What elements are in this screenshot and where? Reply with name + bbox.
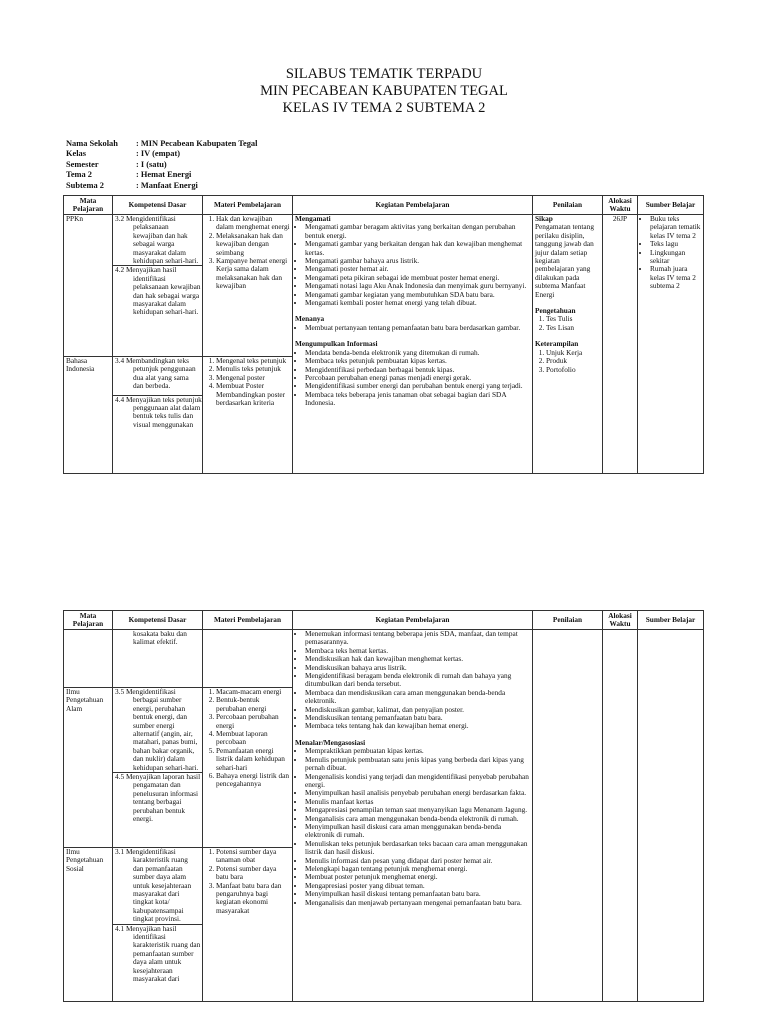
identity-row	[66, 149, 257, 159]
sumber-item: • Lingkungan sekitar	[650, 249, 701, 266]
materi-item: 1. Mengenal teks petunjuk	[216, 357, 290, 365]
materi-item: 3. Mengenal poster	[216, 374, 290, 382]
header-alokasi: Alokasi Waktu	[603, 196, 638, 215]
materi-item: 1. Potensi sumber daya tanaman obat	[216, 848, 290, 865]
materi-ips	[203, 848, 293, 1002]
identity-row	[66, 181, 257, 191]
kd-ipa	[113, 688, 203, 848]
table-header-row	[64, 196, 704, 215]
kegiatan-item: • Mengamati notasi lagu Aku Anak Indonesia dan menyimak guru bernyanyi.	[305, 282, 530, 290]
header-materi: Materi Pembelajaran	[203, 611, 293, 630]
materi-item: 5. Pemanfaatan energi listrik dalam kehidupan sehari-hari	[216, 747, 290, 772]
identity-row	[66, 139, 257, 149]
kegiatan-item: • Mengapresiasi penampilan teman saat menyanyikan lagu Menanam Jagung.	[305, 806, 530, 814]
kegiatan-item: • Mengamati peta pikiran sebagai ide membuat poster hemat energi.	[305, 274, 530, 282]
header-penilaian: Penilaian	[533, 196, 603, 215]
sumber-item: • Buku teks pelajaran tematik kelas IV tema 2	[650, 215, 701, 240]
kegiatan-item: • Mengamati gambar bahaya arus listrik.	[305, 257, 530, 265]
materi-item: 3. Percobaan perubahan energi	[216, 713, 290, 730]
header-penilaian: Penilaian	[533, 611, 603, 630]
identity-value: : Manfaat Energi	[136, 180, 198, 190]
section-title-menalar: Menalar/Mengasosiasi	[295, 737, 366, 747]
kegiatan-item: • Mendata benda-benda elektronik yang ditemukan di rumah.	[305, 349, 530, 357]
kegiatan-item: • Percobaan perubahan energi panas menjadi energi gerak.	[305, 374, 530, 382]
materi-note: Kerja sama dalam melaksanakan hak dan kewajiban	[216, 264, 283, 291]
kegiatan-item: • Mengapresiasi poster yang dibuat teman.	[305, 882, 530, 890]
section-title-mengumpulkan: Mengumpulkan Informasi	[295, 339, 378, 349]
kegiatan-item: • Mengamati poster hemat air.	[305, 265, 530, 273]
kegiatan-item: • Menulis informasi dan pesan yang didapat dari poster hemat air.	[305, 857, 530, 865]
penilaian-item: 2. Produk	[546, 357, 600, 365]
kegiatan-page-1	[293, 215, 533, 474]
kegiatan-item: • Melengkapi bagan tentang petunjuk menghemat energi.	[305, 865, 530, 873]
section-title-mengamati: Mengamati	[295, 214, 331, 223]
sumber-item: • Teks lagu	[650, 240, 701, 248]
kegiatan-item: • Menyimpulkan hasil diskusi tentang pemanfaatan batu bara.	[305, 890, 530, 898]
kegiatan-item: • Mengamati gambar beragam aktivitas yang berkaitan dengan perubahan bentuk energi.	[305, 223, 530, 240]
identity-value: : Hemat Energi	[136, 170, 192, 180]
identity-label: Subtema 2	[66, 180, 104, 190]
header-mapel: Mata Pelajaran	[64, 196, 113, 215]
materi-bahasa-indonesia	[203, 357, 293, 474]
kegiatan-item: • Menulis manfaat kertas	[305, 798, 530, 806]
kd-item: kosakata baku dan kalimat efektif.	[133, 629, 187, 647]
penilaian-item: 1. Unjuk Kerja	[546, 349, 600, 357]
identity-value: : MIN Pecabean Kabupaten Tegal	[136, 139, 258, 148]
materi-item: 6. Bahaya energi listrik dan pencegahannya	[216, 772, 290, 789]
materi-ppkn	[203, 215, 293, 357]
header-kd: Kompetensi Dasar	[113, 196, 203, 215]
materi-item: 4. Membuat Poster Membandingkan poster berdasarkan kriteria	[216, 382, 290, 407]
kegiatan-item: • Membaca teks beberapa jenis tanaman obat sebagai bagian dari SDA Indonesia.	[305, 391, 530, 408]
kegiatan-item: • Membaca teks petunjuk pembuatan kipas kertas.	[305, 357, 530, 365]
penilaian-item: 1. Tes Tulis	[546, 315, 600, 323]
mapel-bahasa-indonesia: Bahasa Indonesia	[64, 357, 113, 474]
kegiatan-item: • Mendiskusikan tentang pemanfaatan batu bara.	[305, 714, 530, 722]
identity-value: : IV (empat)	[136, 149, 181, 159]
table-header-row	[64, 611, 704, 630]
penilaian-pengetahuan-title: Pengetahuan	[535, 306, 576, 316]
kegiatan-item: • Menganalisis dan menjawab pertanyaan mengenai pemanfaatan batu bara.	[305, 899, 530, 907]
materi-item: 1. Macam-macam energi	[216, 688, 290, 696]
table-row-continuation	[64, 630, 704, 688]
kd-item: 4.5 Menyajikan laporan hasil pengamatan dan penelusuran informasi tentang berbagai perubahan bentuk energi.	[115, 772, 201, 824]
header-sumber: Sumber Belajar	[638, 196, 704, 215]
kegiatan-item: • Mendiskusikan gambar, kalimat, dan penyajian poster.	[305, 706, 530, 714]
kegiatan-item: • Mengamati gambar kegiatan yang membutuhkan SDA batu bara.	[305, 291, 530, 299]
kd-continuation	[113, 630, 203, 688]
materi-ipa	[203, 688, 293, 848]
kegiatan-item: • Mengamati kembali poster hemat energi yang telah dibuat.	[305, 299, 530, 307]
identity-value: : I (satu)	[136, 159, 167, 169]
kd-item: 3.5 Mengidentifikasi berbagai sumber energi, perubahan bentuk energi, dan sumber energi alternatif (angin, air, matahari, panas bumi, bahan bakar organik, dan nuklir) dalam kehidupan sehari-hari.	[115, 687, 199, 772]
mapel-continuation	[64, 630, 113, 688]
alokasi-page-1: 26JP	[603, 215, 638, 474]
kegiatan-item: • Mengidentifikasi beragam benda elektronik di rumah dan bahaya yang ditumbulkan dari benda tersebut.	[305, 672, 530, 689]
kegiatan-item: • Membuat pertanyaan tentang pemanfaatan batu bara berdasarkan gambar.	[305, 324, 530, 332]
penilaian-page-1	[533, 215, 603, 474]
kegiatan-item: • Menyimpulkan hasil analisis penyebab perubahan energi berdasarkan fakta.	[305, 789, 530, 797]
identity-block	[66, 139, 257, 191]
header-kd: Kompetensi Dasar	[113, 611, 203, 630]
identity-row	[66, 170, 257, 180]
school-title: MIN PECABEAN KABUPATEN TEGAL	[260, 83, 508, 99]
materi-item: 4. Membuat laporan percobaan	[216, 730, 290, 747]
kegiatan-item: • Mempraktikkan pembuatan kipas kertas.	[305, 747, 530, 755]
kd-item: 3.1 Mengidentifikasi karakteristik ruang dan pemanfaatan sumber daya alam untuk kesejahteraan masyarakat dari tingkat kota/ kabupatensampai tingkat provinsi.	[115, 847, 192, 924]
mapel-ipa: Ilmu Pengetahuan Alam	[64, 688, 113, 848]
penilaian-item: 3. Portofolio	[546, 366, 600, 374]
identity-label: Kelas	[66, 149, 87, 159]
materi-item: 2. Menulis teks petunjuk	[216, 365, 290, 373]
header-kegiatan: Kegiatan Pembelajaran	[293, 611, 533, 630]
sumber-page-2	[638, 630, 704, 1002]
materi-item: 2. Potensi sumber daya batu bara	[216, 865, 290, 882]
mapel-ppkn: PPKn	[64, 215, 113, 357]
kegiatan-item: • Mengidentifikasi sumber energi dan perubahan bentuk energi yang terjadi.	[305, 382, 530, 390]
kegiatan-item: • Membaca teks tentang hak dan kewajiban hemat energi.	[305, 722, 530, 730]
header-alokasi: Alokasi Waktu	[603, 611, 638, 630]
identity-label: Semester	[66, 159, 99, 169]
kd-ppkn	[113, 215, 203, 357]
penilaian-keterampilan-title: Keterampilan	[535, 339, 579, 349]
document-title: SILABUS TEMATIK TERPADU	[285, 66, 483, 82]
kd-item: 4.1 Menyajikan hasil identifikasi karakteristik ruang dan pemanfaatan sumber daya alam untuk kesejahteraan masyarakat dari	[115, 923, 201, 984]
penilaian-sikap-title: Sikap	[535, 214, 553, 223]
kegiatan-item: • Menyimpulkan hasil diskusi cara aman menggunakan benda-benda elektronik di rumah.	[305, 823, 530, 840]
penilaian-page-2	[533, 630, 603, 1002]
kegiatan-item: • Mendiskusikan hak dan kewajiban menghemat kertas.	[305, 655, 530, 663]
kegiatan-page-2	[293, 630, 533, 1002]
kegiatan-item: • Menulis petunjuk pembuatan satu jenis kipas yang berbeda dari kipas yang pernah dibuat.	[305, 756, 530, 773]
kegiatan-item: • Mendiskusikan bahaya arus listrik.	[305, 664, 530, 672]
materi-item: 3. Kampanye hemat energi	[216, 257, 290, 265]
header-mapel: Mata Pelajaran	[64, 611, 113, 630]
table-row-ppkn	[64, 215, 704, 357]
penilaian-sikap-text: Pengamatan tentang perilaku disiplin, tanggung jawab dan jujur dalam setiap kegiatan pembelajaran yang dilakukan pada subtema Manfaat Energi	[535, 222, 594, 299]
class-theme-title: KELAS IV TEMA 2 SUBTEMA 2	[282, 100, 486, 116]
syllabus-table-page-1	[63, 195, 704, 474]
syllabus-table-page-2	[63, 610, 704, 1002]
kegiatan-item: • Mengidentifikasi perbedaan berbagai bentuk kipas.	[305, 366, 530, 374]
kegiatan-item: • Mengenalisis kondisi yang terjadi dan mengidentifikasi penyebab perubahan energi.	[305, 773, 530, 790]
identity-label: Nama Sekolah	[66, 139, 118, 148]
kd-item: 3.2 Mengidentifikasi pelaksanaan kewajiban dan hak sebagai warga masyarakat dalam kehidupan sehari-hari.	[115, 214, 199, 266]
kegiatan-item: • Menuliskan teks petunjuk berdasarkan teks bacaan cara aman menggunakan listrik dan hasil diskusi.	[305, 840, 530, 857]
penilaian-item: 2. Tes Lisan	[546, 324, 600, 332]
alokasi-page-2	[603, 630, 638, 1002]
header-kegiatan: Kegiatan Pembelajaran	[293, 196, 533, 215]
kd-bahasa-indonesia	[113, 357, 203, 474]
kd-ips	[113, 848, 203, 1002]
identity-row	[66, 160, 257, 170]
kd-item: 4.2 Menyajikan hasil identifikasi pelaksanaan kewajiban dan hak sebagai warga masyarakat dalam kehidupan sehari-hari.	[115, 265, 201, 317]
identity-label: Tema 2	[66, 170, 92, 180]
kegiatan-item: • Menemukan informasi tentang beberapa jenis SDA, manfaat, dan tempat pemasarannya.	[305, 630, 530, 647]
materi-item: 3. Manfaat batu bara dan pengaruhnya bagi kegiatan ekonomi masyarakat	[216, 882, 290, 916]
kegiatan-item: • Mengamati gambar yang berkaitan dengan hak dan kewajiban menghemat kertas.	[305, 240, 530, 257]
kegiatan-item: • Menganalisis cara aman menggunakan benda-benda elektronik di rumah.	[305, 815, 530, 823]
header-materi: Materi Pembelajaran	[203, 196, 293, 215]
section-title-menanya: Menanya	[295, 314, 325, 324]
header-sumber: Sumber Belajar	[638, 611, 704, 630]
kd-item: 4.4 Menyajikan teks petunjuk penggunaan alat dalam bentuk teks tulis dan visual menggunakan	[115, 394, 202, 429]
kegiatan-item: • Membaca teks hemat kertas.	[305, 647, 530, 655]
sumber-page-1	[638, 215, 704, 474]
materi-item: 2. Bentuk-bentuk perubahan energi	[216, 696, 290, 713]
kegiatan-item: • Membaca dan mendiskusikan cara aman menggunakan benda-benda elektronik.	[305, 689, 530, 706]
materi-item: 1. Hak dan kewajiban dalam menghemat energi	[216, 215, 290, 232]
materi-continuation	[203, 630, 293, 688]
materi-item: 2. Melaksanakan hak dan kewajiban dengan seimbang	[216, 232, 290, 257]
kegiatan-item: • Membuat poster petunjuk menghemat energi.	[305, 873, 530, 881]
mapel-ips: Ilmu Pengetahuan Sosial	[64, 848, 113, 1002]
sumber-item: • Rumah juara kelas IV tema 2 subtema 2	[650, 265, 701, 290]
kd-item: 3.4 Membandingkan teks petunjuk penggunaan dua alat yang sama dan berbeda.	[115, 356, 196, 391]
